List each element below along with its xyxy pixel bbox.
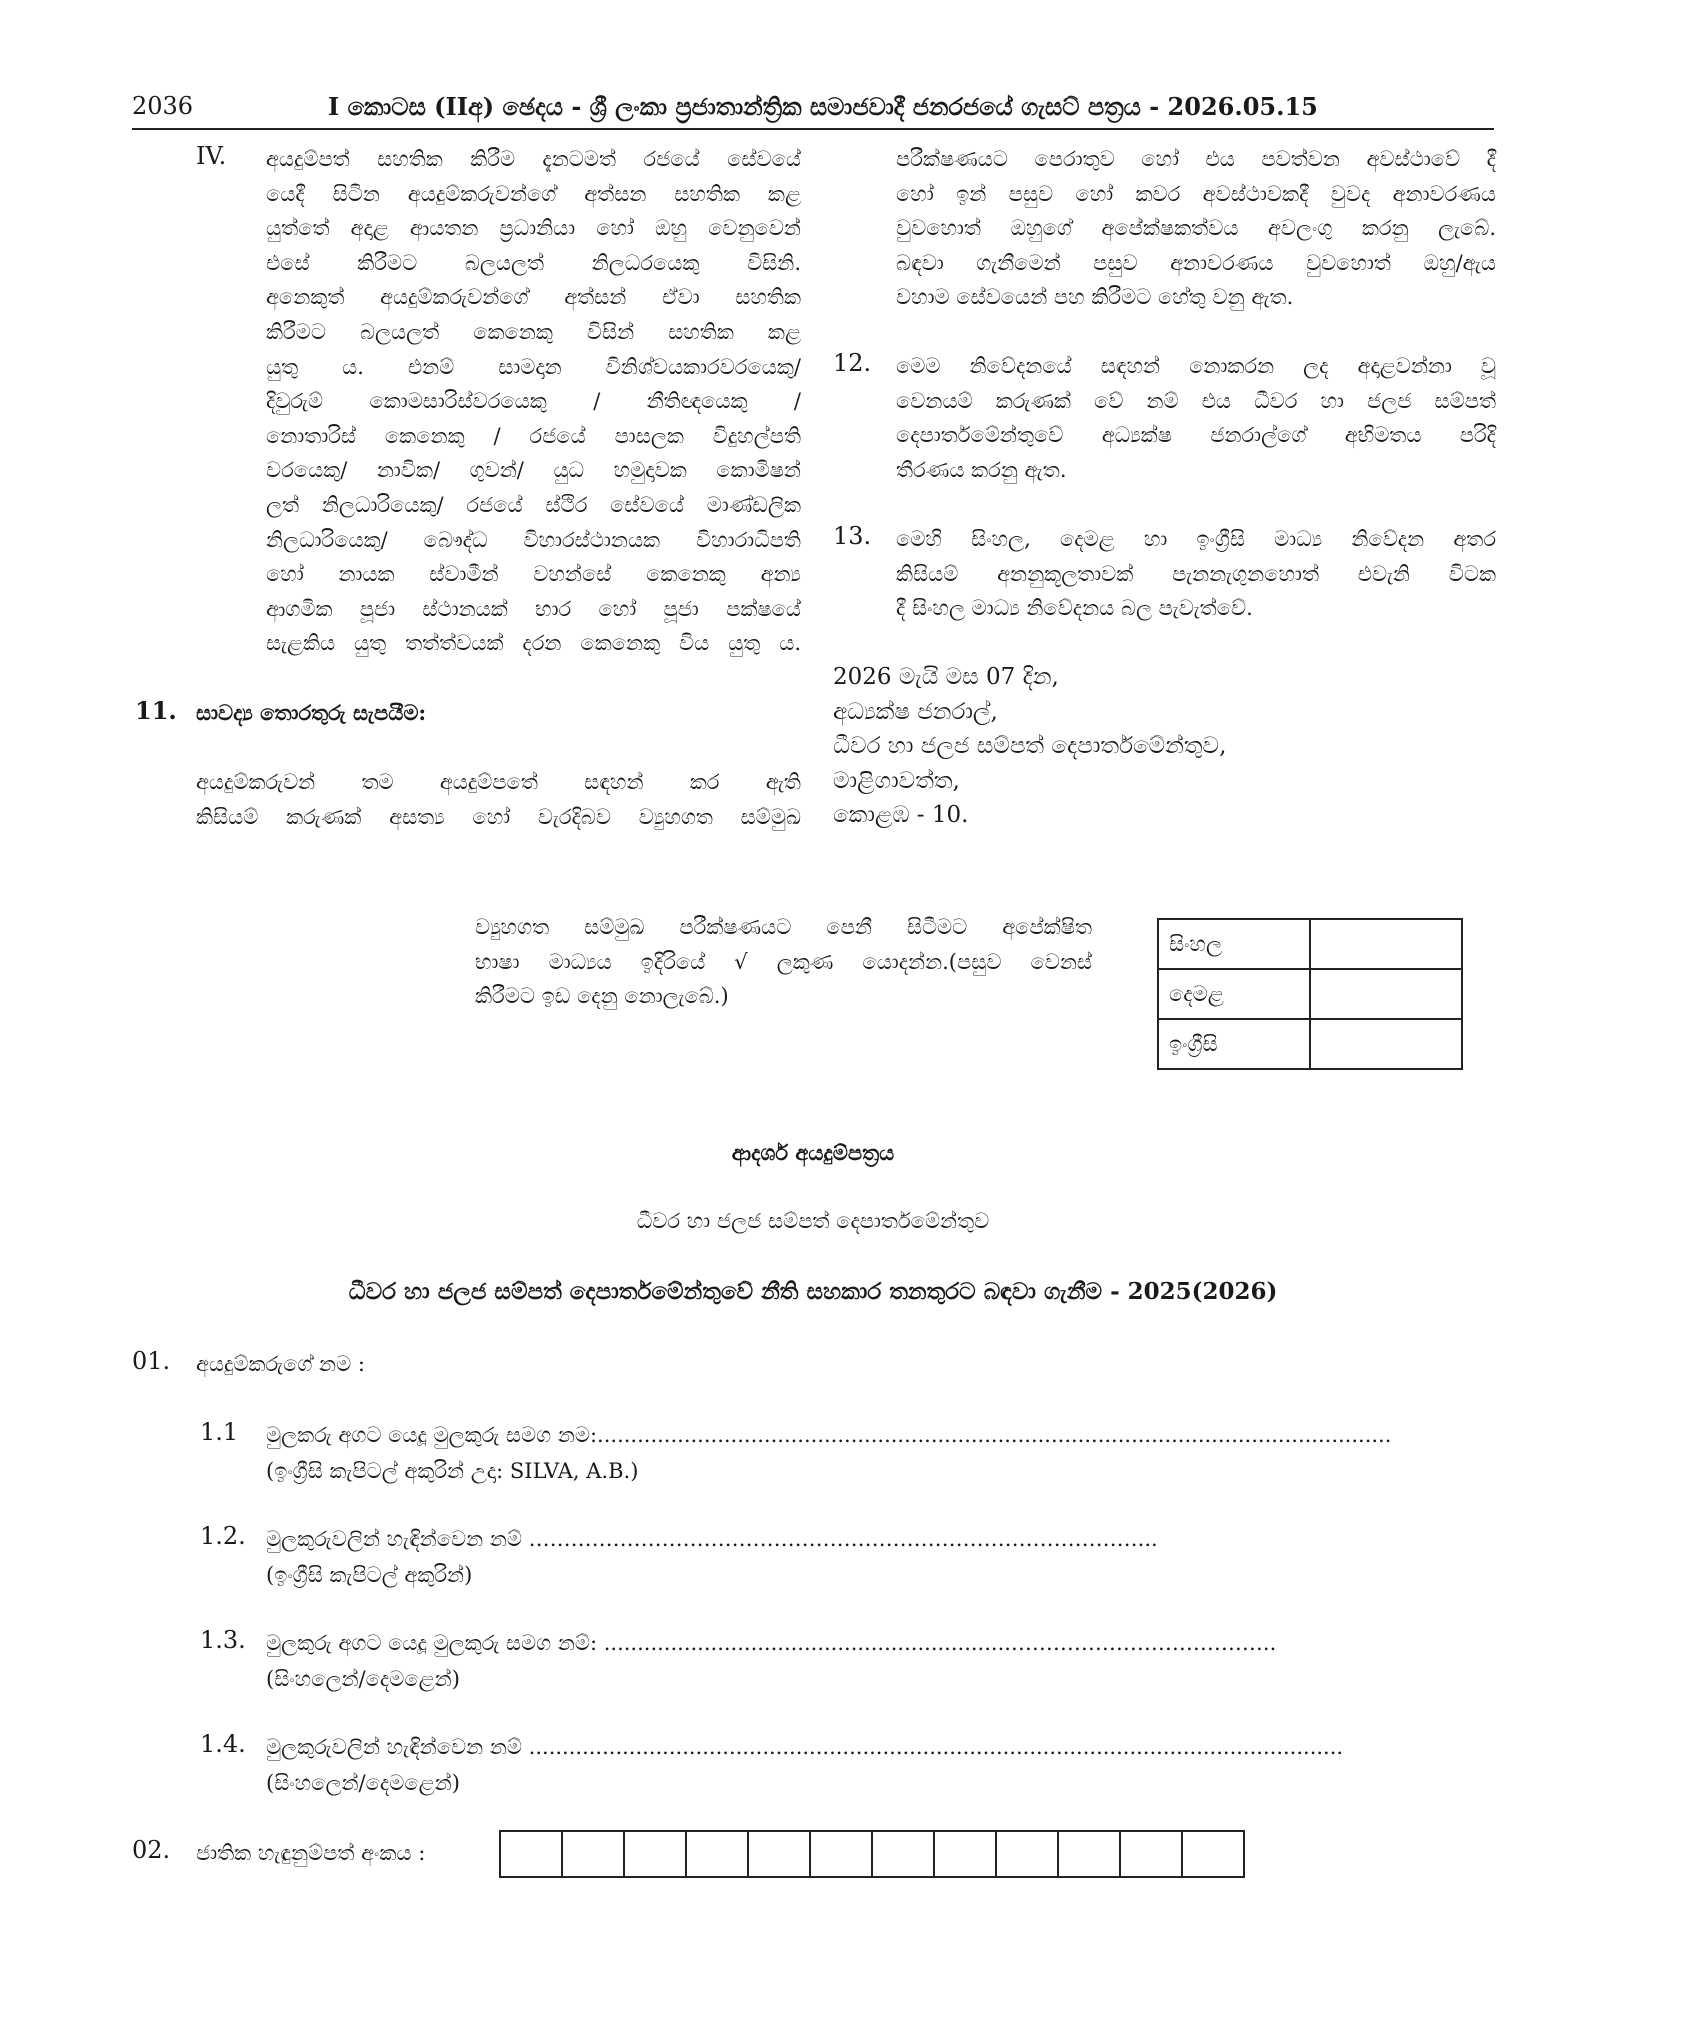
nic-digit-box[interactable] xyxy=(625,1832,687,1876)
text-line: හෝ නායක ස්වාමීන් වහන්සේ කෙනෙකු අන්‍ය xyxy=(266,562,801,587)
signature-title: අධ්‍යක්ෂ ජනරාල්, xyxy=(833,698,998,725)
q1-3-hint: (සිංහලෙන්/දෙමළෙන්) xyxy=(266,1667,460,1691)
text-line: දී සිංහල මාධ්‍ය නිවේදනය බල පැවැත්වේ. xyxy=(896,596,1253,621)
initials-name-local-field[interactable]: මුලකුරුවලින් හැඳින්වෙන නම් .......................................................................................................................... xyxy=(266,1735,1344,1759)
language-checkbox-english[interactable] xyxy=(1310,1019,1462,1069)
language-row-english xyxy=(1158,1019,1462,1069)
text-line: දිවුරුම් කොමසාරිස්වරයෙකු / නීතිඥයෙකු / xyxy=(266,389,801,414)
item-11-continued xyxy=(896,142,1496,315)
text-line: ව්‍යුහගත සම්මුඛ පරීක්ෂණයට පෙනී සිටීමට අපේක්ෂිත xyxy=(475,915,1092,939)
q02-number: 02. xyxy=(132,1836,171,1864)
language-row-sinhala xyxy=(1158,919,1462,969)
text-line: කිසියම් අනනුකූලතාවක් පැනනැගුනහොත් එවැනි විටක xyxy=(896,561,1496,586)
applicant-name-local-field[interactable]: මුලකුරු අගට යෙදූ මුලකුරු සමග නම්: .............................................................……………………………….. xyxy=(266,1631,1277,1655)
language-medium-table xyxy=(1157,918,1463,1070)
text-line: යෙදී සිටින අයදුම්කරුවන්ගේ අත්සන සහතික කළ xyxy=(266,181,801,206)
signature-block xyxy=(833,660,1493,833)
page-number: 2036 xyxy=(132,92,194,120)
nic-digit-box[interactable] xyxy=(1059,1832,1121,1876)
item-11-marker: 11. xyxy=(135,696,177,725)
q1-3-number: 1.3. xyxy=(200,1626,246,1654)
nic-digit-box[interactable] xyxy=(1121,1832,1183,1876)
q1-4-number: 1.4. xyxy=(200,1730,246,1758)
initials-name-english-field[interactable]: මුලකුරුවලින් හැඳින්වෙන නම් ……………………………………………………………………………... xyxy=(266,1527,1158,1551)
language-checkbox-tamil[interactable] xyxy=(1310,969,1462,1019)
q1-1-number: 1.1 xyxy=(200,1418,239,1446)
text-line: ලත් නිලධාරියෙකු/ රජයේ ස්ථිර සේවයේ මාණ්ඩලික xyxy=(266,492,801,517)
q1-4-hint: (සිංහලෙන්/දෙමළෙන්) xyxy=(266,1771,460,1795)
text-line: දෙපාර්තමේන්තුවේ අධ්‍යක්ෂ ජනරාල්ගේ අභිමතය පරිදි xyxy=(896,423,1496,448)
nic-digit-box[interactable] xyxy=(749,1832,811,1876)
header-divider xyxy=(132,128,1494,130)
language-label-sinhala: සිංහල xyxy=(1158,919,1310,969)
item-iv-text xyxy=(266,142,801,661)
text-line: අයදුම්පත් සහතික කිරීම දැනටමත් රජයේ සේවයේ xyxy=(266,147,801,171)
form-title: ආදර්ශ අයදුම්පත්‍රය xyxy=(731,1140,895,1165)
nic-digit-box[interactable] xyxy=(501,1832,563,1876)
text-line: වහාම සේවයෙන් පහ කිරීමට හේතු වනු ඇත. xyxy=(896,285,1294,310)
text-line: හෝ ඉන් පසුව හෝ කවර අවස්ථාවකදී වුවද අනාවරණය xyxy=(896,181,1496,206)
text-line: අයදුම්කරුවන් තම අයදුම්පතේ සඳහන් කර ඇති xyxy=(196,770,801,794)
nic-digit-box[interactable] xyxy=(1183,1832,1243,1876)
language-label-tamil: දෙමළ xyxy=(1158,969,1310,1019)
page-header xyxy=(132,92,1494,124)
text-line: කිරීමට ඉඩ දෙනු නොලැබේ.) xyxy=(475,984,729,1009)
text-line: යුත්තේ අදාළ ආයතන ප්‍රධානියා හෝ ඔහු වෙනුවෙන් xyxy=(266,216,801,241)
nic-digit-box[interactable] xyxy=(811,1832,873,1876)
q1-2-number: 1.2. xyxy=(200,1522,246,1550)
signature-address: මාළිගාවත්ත, xyxy=(833,767,960,794)
text-line: කිරීමට බලයලත් කෙනෙකු විසින් සහතික කළ xyxy=(266,319,801,344)
text-line: වෙනයම් කරුණක් වේ නම් එය ධීවර හා ජලජ සම්පත් xyxy=(896,388,1496,413)
text-line: සැළකිය යුතු තත්ත්වයක් දරන කෙනෙකු විය යුතු ය. xyxy=(266,631,801,656)
item-11-heading: සාවද්‍ය තොරතුරු සැපයීම: xyxy=(196,700,427,725)
language-label-english: ඉංග්‍රීසි xyxy=(1158,1019,1310,1069)
text-line: භාෂා මාධ්‍යය ඉදිරියේ √ ලකුණ යොදන්න.(පසුව වෙනස් xyxy=(475,949,1092,974)
item-13-marker: 13. xyxy=(833,522,872,550)
item-13-text xyxy=(896,522,1496,626)
nic-digit-box[interactable] xyxy=(997,1832,1059,1876)
text-line: පරීක්ෂණයට පෙරාතුව හෝ එය පවත්වන අවස්ථාවේ දී xyxy=(896,147,1496,171)
text-line: නිලධාරියෙකු/ බෞද්ධ විහාරස්ථානයක විහාරාධිපති xyxy=(266,527,801,552)
form-subtitle: ධීවර හා ජලජ සම්පත් දෙපාර්තමේන්තුවේ නීති සහකාර තනතුරට බඳවා ගැනීම - 2025(2026) xyxy=(348,1278,1278,1305)
text-line: තීරණය කරනු ඇත. xyxy=(896,457,1067,482)
nic-digit-box[interactable] xyxy=(687,1832,749,1876)
text-line: එසේ කිරීමට බලයලත් නිලධරයෙකු විසිනි. xyxy=(266,250,801,275)
signature-department: ධීවර හා ජලජ සම්පත් දෙපාර්තමේන්තුව, xyxy=(833,733,1227,760)
signature-city: කොළඹ - 10. xyxy=(833,802,969,829)
item-12-marker: 12. xyxy=(833,349,872,377)
item-12-text xyxy=(896,349,1496,487)
text-line: වුවහොත් ඔහුගේ අපේක්ෂකත්වය අවලංගු කරනු ලැබේ. xyxy=(896,216,1496,241)
q01-number: 01. xyxy=(132,1347,171,1375)
q1-2-hint: (ඉංග්‍රීසි කැපිටල් අකුරින්) xyxy=(266,1563,473,1587)
item-iv-marker: IV. xyxy=(196,142,227,170)
nic-digit-box[interactable] xyxy=(935,1832,997,1876)
text-line: බඳවා ගැනීමෙන් පසුව අනාවරණය වුවහොත් ඔහු/ඇය xyxy=(896,250,1496,275)
text-line: නොතාරිස් කෙනෙකු / රජයේ පාසලක විදුහල්පති xyxy=(266,423,801,448)
language-instruction xyxy=(475,910,1092,1014)
text-line: අනෙකුත් අයදුම්කරුවන්ගේ අත්සන් ඒවා සහතික xyxy=(266,285,801,310)
language-checkbox-sinhala[interactable] xyxy=(1310,919,1462,969)
signature-date: 2026 මැයි මස 07 දින, xyxy=(833,664,1059,690)
text-line: මෙම නිවේදනයේ සඳහන් නොකරන ලද අදාළවන්නා වූ xyxy=(896,354,1496,378)
text-line: කිසියම් කරුණක් අසත්‍ය හෝ වැරදිබව ව්‍යුහගත සම්මුඛ xyxy=(196,804,801,829)
text-line: ආගමික පූජා ස්ථානයක් භාර හෝ පූජා පක්ෂයේ xyxy=(266,596,801,621)
form-department: ධීවර හා ජලජ සම්පත් දෙපාර්තමේන්තුව xyxy=(636,1209,990,1233)
text-line: මෙහි සිංහල, දෙමළ හා ඉංග්‍රීසි මාධ්‍ය නිවේදන අතර xyxy=(896,527,1496,551)
nic-digit-box[interactable] xyxy=(563,1832,625,1876)
q1-1-hint: (ඉංග්‍රීසි කැපිටල් අකුරින් උදා: SILVA, A.B.) xyxy=(266,1459,639,1483)
text-line: යුතු ය. එනම් සාමදාන විනිශ්වයකාරවරයෙකු/ xyxy=(266,354,801,379)
nic-digit-box[interactable] xyxy=(873,1832,935,1876)
item-11-text xyxy=(196,765,801,834)
nic-number-boxes xyxy=(499,1830,1245,1878)
applicant-name-english-field[interactable]: මුලකරු අගට යෙදූ මුලකුරු සමග නම:....................................................................................................................... xyxy=(266,1423,1392,1447)
q02-label: ජාතික හැඳුනුම්පත් අංකය : xyxy=(196,1841,426,1865)
gazette-title: I කොටස (IIඅ) ඡෙදය - ශ්‍රී ලංකා ප්‍රජාතාන්ත්‍රික සමාජවාදී ජනරජයේ ගැසට් පත්‍රය - 2026.05.15 xyxy=(328,92,1318,121)
q01-label: අයදුම්කරුගේ නම : xyxy=(196,1352,365,1376)
text-line: වරයෙකු/ නාවික/ ගුවන්/ යුධ හමුදාවක කොමිෂන් xyxy=(266,458,801,483)
language-row-tamil xyxy=(1158,969,1462,1019)
